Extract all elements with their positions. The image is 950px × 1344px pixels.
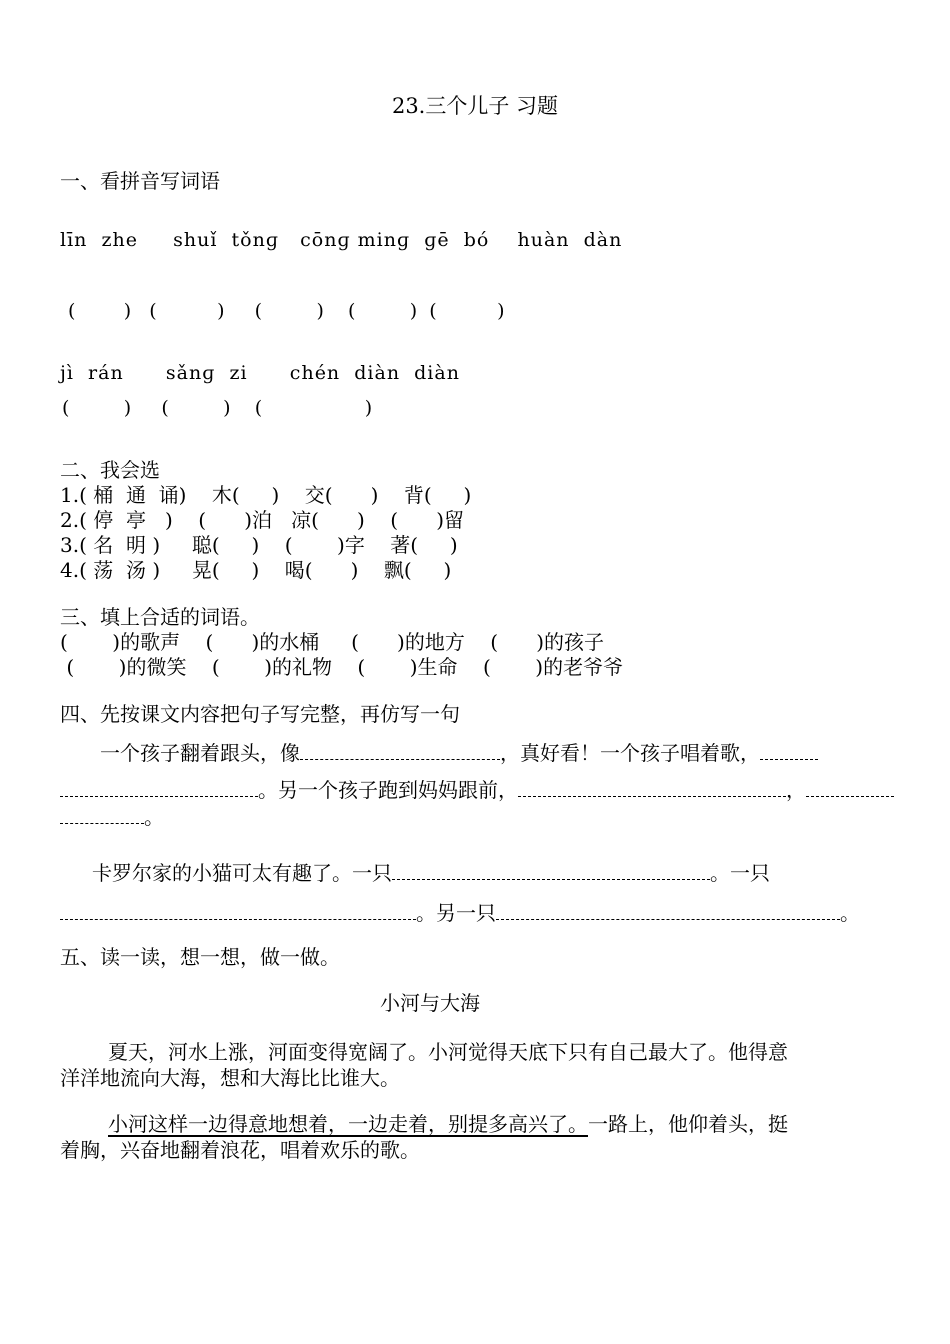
sentence-2-text-c: 。另一只 <box>416 901 496 925</box>
sentence-2-text-d: 。 <box>840 901 860 925</box>
answer-parens-row-1[interactable]: ( ) ( ) ( ) ( ) ( ) <box>68 300 505 322</box>
blank-2a[interactable] <box>760 741 818 760</box>
section-5-heading: 五、读一读，想一想，做一做。 <box>60 945 340 969</box>
blank-1[interactable] <box>300 741 500 760</box>
choice-row-2[interactable]: 2.( 停 亭 ) ( )泊 凉( ) ( )留 <box>60 508 465 532</box>
choice-row-3[interactable]: 3.( 名 明 ) 聪( ) ( )字 著( ) <box>60 533 458 557</box>
answer-parens-row-2[interactable]: ( ) ( ) ( ) <box>62 397 373 419</box>
sentence-1-line-2 <box>60 778 894 800</box>
underlined-sentence: 小河这样一边得意地想着，一边走着，别提多高兴了。 <box>108 1112 588 1136</box>
choice-row-1[interactable]: 1.( 桶 通 诵) 木( ) 交( ) 背( ) <box>60 483 472 507</box>
sentence-2-text-a: 卡罗尔家的小猫可太有趣了。一只 <box>92 861 392 885</box>
blank-5[interactable] <box>392 861 710 880</box>
sentence-1-text-b: ，真好看！一个孩子唱着歌， <box>500 741 760 765</box>
paragraph-2-rest: 一路上，他仰着头，挺 <box>588 1112 788 1136</box>
blank-3[interactable] <box>518 778 786 797</box>
sentence-1-text-a: 一个孩子翻着跟头，像 <box>100 741 300 765</box>
sentence-1-line-1 <box>100 741 818 763</box>
fill-row-1[interactable]: ( )的歌声 ( )的水桶 ( )的地方 ( )的孩子 <box>60 630 605 654</box>
story-paragraph-1-line-2: 洋洋地流向大海，想和大海比比谁大。 <box>60 1066 400 1090</box>
choice-row-4[interactable]: 4.( 荡 汤 ) 晃( ) 喝( ) 飘( ) <box>60 558 452 582</box>
blank-2b[interactable] <box>60 778 258 797</box>
sentence-2-line-2 <box>60 901 860 923</box>
pinyin-row-2: jì rán sǎnɡ zi chén diàn diàn <box>60 362 460 384</box>
section-2-heading: 二、我会选 <box>60 458 160 482</box>
pinyin-row-1: līn zhe shuǐ tǒnɡ cōnɡ minɡ ɡē bó huàn dàn <box>60 229 623 251</box>
story-paragraph-2-line-1 <box>108 1114 788 1134</box>
section-1-heading: 一、看拼音写词语 <box>60 169 220 193</box>
blank-6[interactable] <box>60 901 416 920</box>
sentence-2-text-b: 。一只 <box>710 861 770 885</box>
section-3-heading: 三、填上合适的词语。 <box>60 605 260 629</box>
sentence-2-line-1 <box>92 861 770 883</box>
blank-4b[interactable] <box>60 805 144 824</box>
story-paragraph-1-line-1: 夏天，河水上涨，河面变得宽阔了。小河觉得天底下只有自己最大了。他得意 <box>108 1040 788 1064</box>
page-title: 23.三个儿子 习题 <box>391 94 559 118</box>
sentence-1-line-3 <box>60 805 164 827</box>
fill-row-2[interactable]: ( )的微笑 ( )的礼物 ( )生命 ( )的老爷爷 <box>60 655 624 679</box>
story-title: 小河与大海 <box>380 991 480 1015</box>
sentence-1-text-e: 。 <box>144 805 164 829</box>
blank-7[interactable] <box>496 901 840 920</box>
story-paragraph-2-line-2: 着胸，兴奋地翻着浪花，唱着欢乐的歌。 <box>60 1138 420 1162</box>
blank-4a[interactable] <box>806 778 894 797</box>
section-4-heading: 四、先按课文内容把句子写完整，再仿写一句 <box>60 702 460 726</box>
sentence-1-text-d: ， <box>786 778 806 802</box>
sentence-1-text-c: 。另一个孩子跑到妈妈跟前， <box>258 778 518 802</box>
